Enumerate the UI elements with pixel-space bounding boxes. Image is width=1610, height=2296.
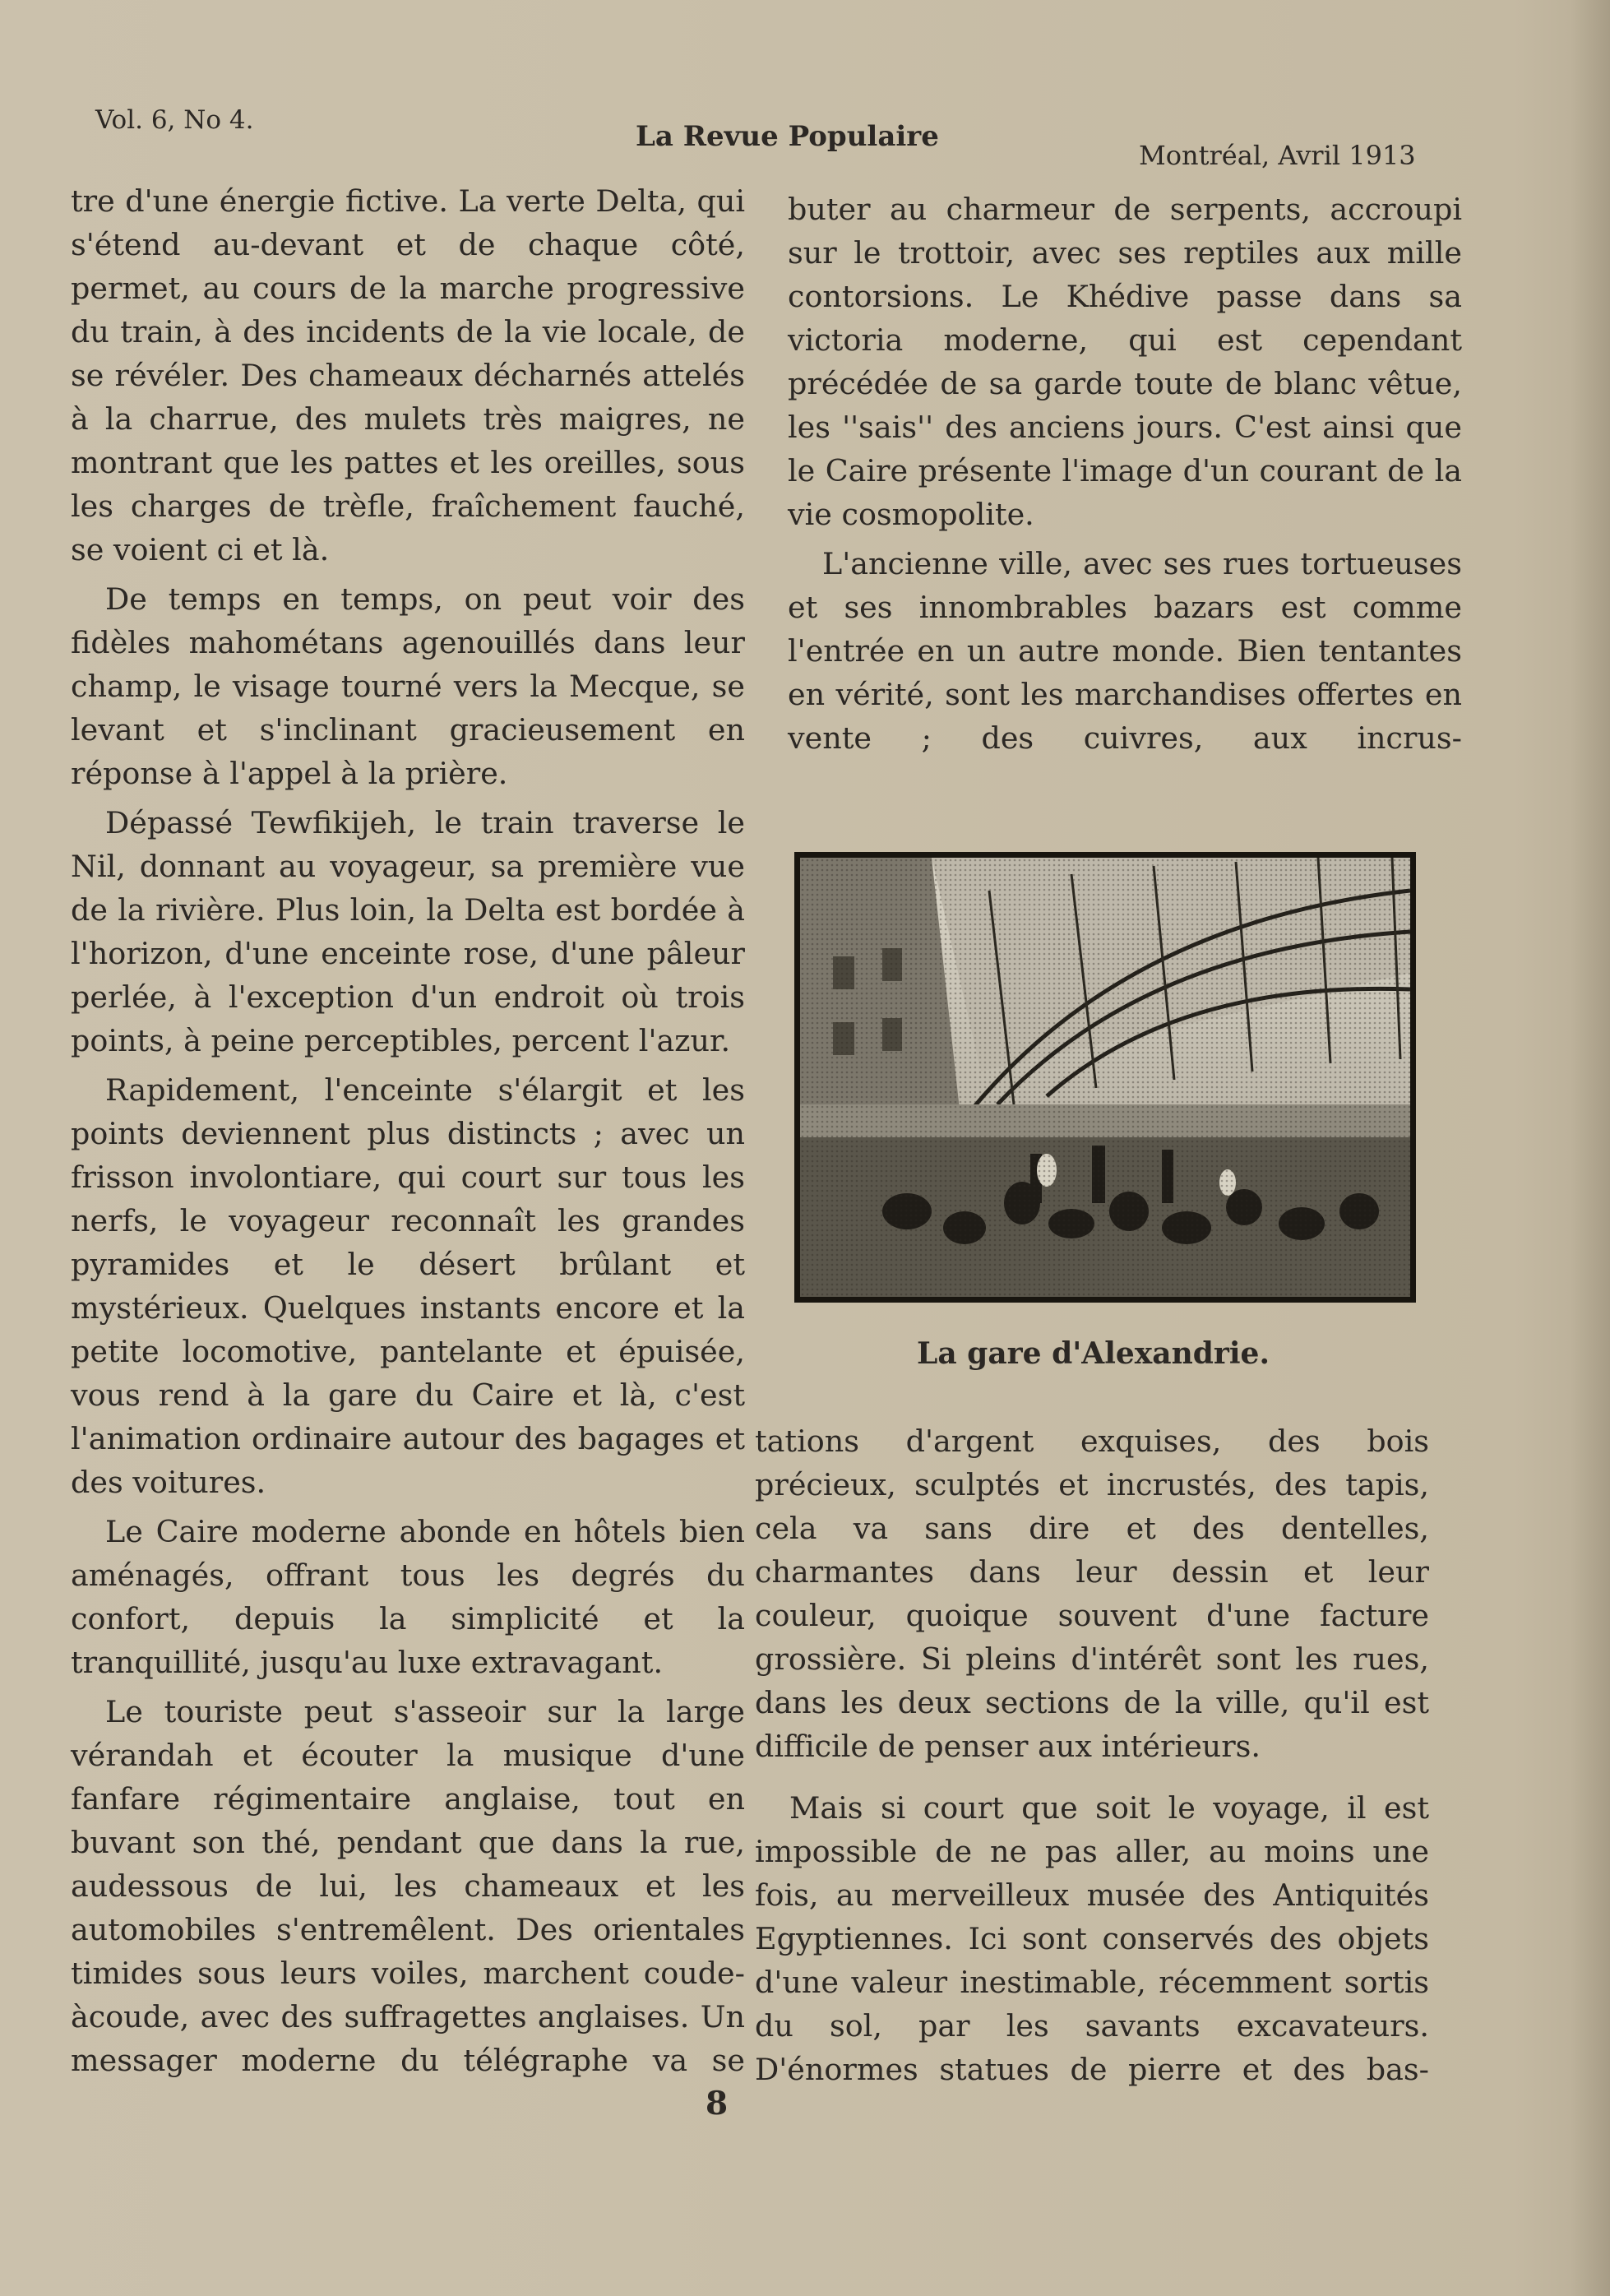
paragraph: De temps en temps, on peut voir des fidèles mahométans agenouillés dans leur champ, le visage tourné vers la Mecque, se levant et s'inclinant gracieusement en réponse à l'appel à la prière.: [71, 581, 745, 791]
paragraph: buter au charmeur de serpents, accroupi sur le trottoir, avec ses reptiles aux mille contorsions. Le Khédive passe dans sa victoria moderne, qui est cependant précédée de sa garde toute de blanc vêtue, les ''sais'' des anciens jours. C'est ainsi que le Caire présente l'image d'un courant de la vie cosmopolite.: [788, 192, 1462, 532]
right-column-top: [788, 187, 1462, 760]
paragraph: Dépassé Tewfikijeh, le train traverse le Nil, donnant au voyageur, sa première vue de la rivière. Plus loin, la Delta est bordée à l'horizon, d'une enceinte rose, d'une pâleur perlée, à l'exception d'un endroit où trois points, à peine perceptibles, percent l'azur.: [71, 805, 745, 1058]
header-place-date: Montréal, Avril 1913: [1139, 140, 1416, 171]
station-photo: [794, 852, 1416, 1303]
photo-caption: La gare d'Alexandrie.: [917, 1336, 1270, 1371]
header-title: La Revue Populaire: [636, 120, 939, 153]
page-edge-shadow: [1571, 0, 1610, 2296]
page-header: [0, 105, 1610, 171]
paragraph: tations d'argent exquises, des bois précieux, sculptés et incrustés, des tapis, cela va sans dire et des dentelles, charmantes dans leur dessin et leur couleur, quoique souvent d'une facture grossière. Si pleins d'intérêt sont les rues, dans les deux sections de la ville, qu'il est difficile de penser aux intérieurs.: [755, 1423, 1429, 1764]
paragraph: Rapidement, l'enceinte s'élargit et les points deviennent plus distincts ; avec un frisson involontiare, qui court sur tous les nerfs, le voyageur reconnaît les grandes pyramides et le désert brûlant et mystérieux. Quelques instants encore et la petite locomotive, pantelante et épuisée, vous rend à la gare du Caire et là, c'est l'animation ordinaire autour des bagages et des voitures.: [71, 1072, 745, 1500]
right-column-bottom: [755, 1419, 1429, 2091]
paragraph: L'ancienne ville, avec ses rues tortueuses et ses innombrables bazars est comme l'entrée en un autre monde. Bien tentantes en vérité, sont les marchandises offertes en vente ; des cuivres, aux incrus-: [788, 546, 1462, 756]
paragraph: Le Caire moderne abonde en hôtels bien aménagés, offrant tous les degrés du confort, depuis la simplicité et la tranquillité, jusqu'au luxe extravagant.: [71, 1514, 745, 1680]
header-volume: Vol. 6, No 4.: [95, 105, 254, 135]
left-column: [71, 179, 745, 2082]
station-photo-image: [800, 858, 1410, 1297]
page-number: 8: [706, 2085, 729, 2122]
paragraph: Le touriste peut s'asseoir sur la large vérandah et écouter la musique d'une fanfare régimentaire anglaise, tout en buvant son thé, pendant que dans la rue, audessous de lui, les chameaux et les automobiles s'entremêlent. Des orientales timides sous leurs voiles, marchent coude-àcoude, avec des suffragettes anglaises. Un messager moderne du télégraphe va se: [71, 1694, 745, 2078]
paragraph: Mais si court que soit le voyage, il est impossible de ne pas aller, au moins une fois, au merveilleux musée des Antiquités Egyptiennes. Ici sont conservés des objets d'une valeur inestimable, récemment sortis du sol, par les savants excavateurs. D'énormes statues de pierre et des bas-: [755, 1790, 1429, 2087]
paragraph: tre d'une énergie fictive. La verte Delta, qui s'étend au-devant et de chaque côté, permet, au cours de la marche progressive du train, à des incidents de la vie locale, de se révéler. Des chameaux décharnés attelés à la charrue, des mulets très maigres, ne montrant que les pattes et les oreilles, sous les charges de trèfle, fraîchement fauché, se voient ci et là.: [71, 183, 745, 567]
